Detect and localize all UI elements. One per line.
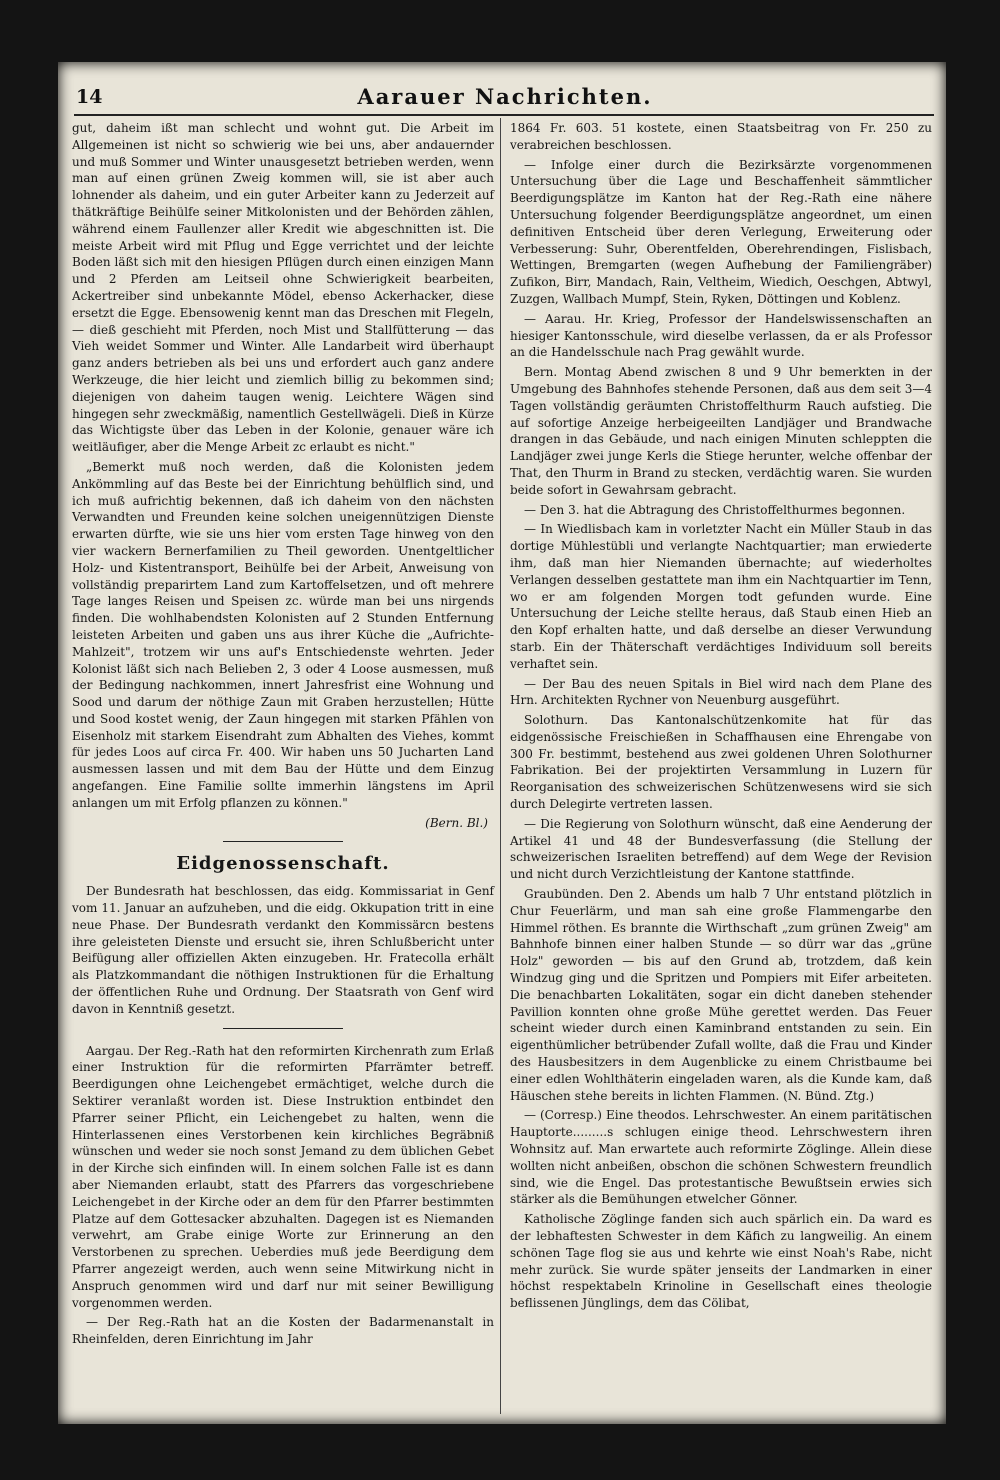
- article-paragraph: — Der Bau des neuen Spitals in Biel wird nach dem Plane des Hrn. Architekten Rychner von Neuenburg ausgeführt.: [510, 676, 932, 708]
- article-paragraph: Aargau. Der Reg.-Rath hat den reformirten Kirchenrath zum Erlaß einer Instruktion für die reformirten Pfarrämter betreff. Beerdigungen ohne Leichengebet ermächtiget, welche durch die Sektirer veranlaßt worden ist. Diese Instruktion entbindet den Pfarrer seiner Pflicht, ein Leichengebet zu halten, wenn die Hinterlassenen eines Verstorbenen kein kirchliches Begräbniß wünschen und weder sie noch sonst Jemand zu dem üblichen Gebet in der Kirche sich einfinden will. In einem solchen Falle ist es dann aber Niemanden erlaubt, statt des Pfarrers das vorgeschriebene Leichengebet in der Kirche oder an dem für den Pfarrer bestimmten Platze auf dem Gottesacker abzuhalten. Dagegen ist es Niemanden verwehrt, am Grabe einige Worte zur Erinnerung an den Verstorbenen zu sprechen. Ueberdies muß jede Beerdigung dem Pfarrer angezeigt werden, auch wenn seine Mitwirkung nicht in Anspruch genommen wird und darf nur mit seiner Bewilligung vorgenommen werden.: [72, 1043, 494, 1310]
- article-paragraph: Katholische Zöglinge fanden sich auch spärlich ein. Da ward es der lebhaftesten Schwester in dem Käfich zu langweilig. An einem schönen Tage flog sie aus und kehrte wie einst Noah's Rabe, nicht mehr zurück. Sie wurde später jenseits der Landmarken in einer höchst respektabeln Krinoline in Gesellschaft eines theologie beflissenen Jünglings, dem das Cölibat,: [510, 1212, 932, 1311]
- article-paragraph: — Aarau. Hr. Krieg, Professor der Handelswissenschaften an hiesiger Kantonsschule, wird dieselbe verlassen, da er als Professor an die Handelsschule nach Prag gewählt wurde.: [510, 311, 932, 360]
- article-paragraph: Der Bundesrath hat beschlossen, das eidg. Kommissariat in Genf vom 11. Januar an aufzuheben, und die eidg. Okkupation tritt in eine neue Phase. Der Bundesrath verdankt den Kommissärcn bestens ihre geleisteten Dienste und ersucht sie, ihren Schlußbericht unter Beifügung aller offiziellen Akten einzugeben. Hr. Fratecolla erhält als Platzkommandant die nöthigen Instruktionen für die Erhaltung der öffentlichen Ruhe und Ordnung. Der Staatsrath von Genf wird davon in Kenntniß gesetzt.: [72, 884, 494, 1016]
- article-paragraph: Graubünden. Den 2. Abends um halb 7 Uhr entstand plötzlich in Chur Feuerlärm, und man sah eine große Flammengarbe den Himmel röthen. Es brannte die Wirthschaft „zum grünen Zweig" am Bahnhofe binnen einer halben Stunde — so dürr war das „grüne Holz" geworden — bis auf den Grund ab, trotzdem, daß kein Windzug ging und die Spritzen und Pompiers mit Eifer arbeiteten. Die benachbarten Lokalitäten, sogar ein dicht daneben stehender Pavillion konnten ohne große Mühe gerettet werden. Das Feuer scheint wieder durch einen Kaminbrand entstanden zu sein. Ein eigenthümlicher betrübender Zufall wollte, daß die Frau und Kinder des Hausbesitzers in dem Augenblicke zu einem Christbaume bei einer edlen Wohlthäterin eingeladen waren, als die Kunde kam, daß Häuschen stehe bereits in lichten Flammen. (N. Bünd. Ztg.): [510, 887, 932, 1103]
- article-paragraph: „Bemerkt muß noch werden, daß die Kolonisten jedem Ankömmling auf das Beste bei der Einrichtung behülflich sind, und ich muß aufrichtig bekennen, daß ich daheim von den nächsten Verwandten und Freunden keine solchen uneigennützigen Dienste erwarten dürfte, wie sie uns hier vom ersten Tage hinweg von den vier wackern Bernerfamilien zu Theil geworden. Unentgeltlicher Holz- und Kistentransport, Beihülfe bei der Arbeit, Anweisung von vollständig preparirtem Land zum Kartoffelsetzen, und oft mehrere Tage langes Reisen und Speisen zc. würde man bei uns nirgends finden. Die wohlhabendsten Kolonisten auf 2 Stunden Entfernung leisteten Arbeiten und gaben uns aus ihrer Küche die „Aufrichte-Mahlzeit", trotzem wir uns auf's Entschiedenste wehrten. Jeder Kolonist läßt sich nach Belieben 2, 3 oder 4 Loose ausmessen, muß der Bedingung nachkommen, innert Jahresfrist eine Wohnung und Sood und darum der nöthige Zaun mit Graben herzustellen; Hütte und Sood kostet wenig, der Zaun hingegen mit starken Pfählen von Eisenholz mit starkem Eisendraht zum Abhalten des Viehes, kommt für jedes Loos auf circa Fr. 400. Wir haben uns 50 Jucharten Land ausmessen lassen und mit dem Bau der Hütte und dem Einzug angefangen. Eine Familie sollte immerhin längstens im April anlangen um mit Erfolg pflanzen zu können.": [72, 459, 494, 810]
- article-paragraph: gut, daheim ißt man schlecht und wohnt gut. Die Arbeit im Allgemeinen ist nicht so schwierig wie bei uns, aber andauernder und muß Sommer und Winter unausgesetzt betrieben werden, wenn man auf einen grünen Zweig kommen will, sie ist aber auch lohnender als daheim, und ein guter Arbeiter kann zu Jederzeit auf thätkräftige Beihülfe seiner Mitkolonisten und der Behörden zählen, während einem Faullenzer aller Kredit wie abgeschnitten ist. Die meiste Arbeit wird mit Pflug und Egge verrichtet und der leichte Boden läßt sich mit den hiesigen Pflügen durch einen einzigen Mann und 2 Pferden am Leitseil ohne Schwierigkeit bearbeiten, Ackertreiber sind unbekannte Mödel, ebenso Ackerhacker, diese ersetzt die Egge. Ebensowenig kennt man das Dreschen mit Flegeln, — dieß geschieht mit Pferden, noch Mist und Stallfütterung — das Vieh weidet Sommer und Winter. Alle Landarbeit wird überhaupt ganz anders betrieben als bei uns und erfordert auch ganz andere Werkzeuge, die hier leicht und ziemlich billig zu bekommen sind; diejenigen von daheim taugen wenig. Leichtere Wägen sind hingegen sehr zweckmäßig, namentlich Gestellwägeli. Dieß in Kürze das Wichtigste über das Leben in der Kolonie, genauer wäre ich weitläufiger, aber die Menge Arbeit zc erlaubt es nicht.": [72, 121, 494, 455]
- section-heading: Eidgenossenschaft.: [176, 853, 390, 875]
- right-column: [510, 120, 932, 1315]
- article-paragraph: — Der Reg.-Rath hat an die Kosten der Badarmenanstalt in Rheinfelden, deren Einrichtung im Jahr: [72, 1315, 494, 1347]
- article-paragraph: — Die Regierung von Solothurn wünscht, daß eine Aenderung der Artikel 41 und 48 der Bundesverfassung (die Stellung der schweizerischen Israeliten betreffend) auf dem Wege der Revision und nicht durch Verzichtleistung der Kantone stattfinde.: [510, 816, 932, 882]
- newspaper-title: Aarauer Nachrichten.: [357, 84, 653, 109]
- newspaper-page: [58, 62, 946, 1424]
- article-paragraph: — Infolge einer durch die Bezirksärzte vorgenommenen Untersuchung über die Lage und Beschaffenheit sämmtlicher Beerdigungsplätze im Kanton hat der Reg.-Rath eine nähere Untersuchung folgender Beerdigungsplätze angeordnet, um einen definitiven Entscheid über deren Verlegung, Erweiterung oder Verbesserung: Suhr, Oberentfelden, Oberehrendingen, Fislisbach, Wettingen, Bremgarten (wegen Aufhebung der Familiengräber) Zufikon, Birr, Mandach, Rain, Veltheim, Wiedich, Oeschgen, Abtwyl, Zuzgen, Wallbach Mumpf, Stein, Ryken, Döttingen und Koblenz.: [510, 157, 932, 306]
- article-paragraph: — Den 3. hat die Abtragung des Christoffelthurmes begonnen.: [524, 502, 906, 517]
- section-divider: [223, 841, 343, 842]
- page-number: 14: [76, 86, 103, 108]
- article-paragraph: — (Corresp.) Eine theodos. Lehrschwester. An einem paritätischen Hauptorte.........s schlugen einige theod. Lehrschwestern ihren Wohnsitz auf. Man erwartete auch reformirte Zöglinge. Allein diese wollten nicht anbeißen, obschon die schönen Schwestern freundlich sind, wie die Engel. Das protestantische Bewußtsein erwies sich stärker als die Bemühungen etwelcher Gönner.: [510, 1108, 932, 1207]
- source-citation: (Bern. Bl.): [425, 815, 488, 830]
- article-paragraph: — In Wiedlisbach kam in vorletzter Nacht ein Müller Staub in das dortige Mühlestübli und verlangte Nachtquartier; man erwiederte ihm, daß man hier Niemanden übernachte; auf wiederholtes Verlangen desselben gestattete man ihm ein Nachtquartier im Tenn, wo er am folgenden Morgen todt gefunden wurde. Eine Untersuchung der Leiche stellte heraus, daß Staub einen Hieb an den Kopf erhalten hatte, und daß derselbe an dieser Verwundung starb. Ein der Thäterschaft verdächtiges Individuum soll bereits verhaftet sein.: [510, 522, 932, 671]
- column-divider: [500, 118, 501, 1414]
- article-paragraph: Bern. Montag Abend zwischen 8 und 9 Uhr bemerkten in der Umgebung des Bahnhofes stehende Personen, daß aus dem seit 3—4 Tagen vollständig geräumten Christoffelthurm Rauch aufstieg. Die auf sofortige Anzeige herbeigeeilten Landjäger und Brandwache drangen in das Gebäude, und nach einigen Minuten schleppten die Landjäger zwei junge Kerls die Stiege herunter, welche offenbar der That, den Thurm in Brand zu stecken, verdächtig waren. Sie wurden beide sofort in Gewahrsam gebracht.: [510, 365, 932, 497]
- header-rule: [74, 114, 934, 116]
- section-divider: [223, 1028, 343, 1029]
- left-column: [72, 120, 494, 1351]
- article-paragraph: Solothurn. Das Kantonalschützenkomite hat für das eidgenössische Freischießen in Schaffhausen eine Ehrengabe von 300 Fr. bestimmt, bestehend aus zwei goldenen Uhren Solothurner Fabrikation. Bei der projektirten Versammlung in Luzern für Reorganisation des schweizerischen Schützenwesens wird sie sich durch Delegirte vertreten lassen.: [510, 713, 932, 812]
- page-header: [76, 84, 934, 114]
- article-paragraph: 1864 Fr. 603. 51 kostete, einen Staatsbeitrag von Fr. 250 zu verabreichen beschlossen.: [510, 121, 932, 152]
